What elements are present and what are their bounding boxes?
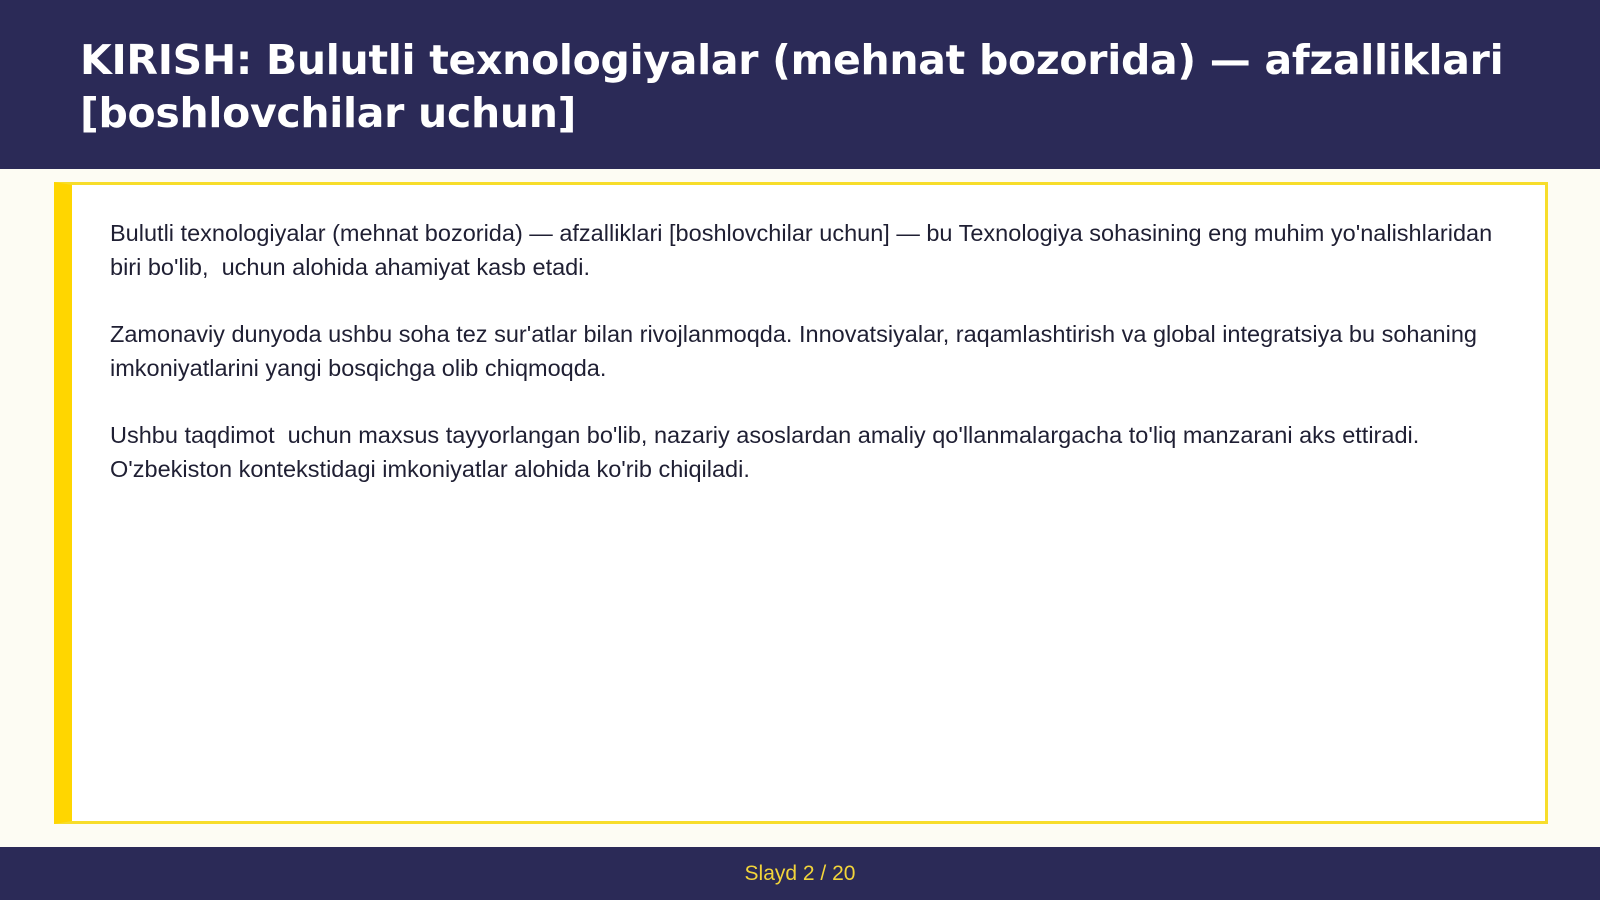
slide-counter: Slayd 2 / 20 xyxy=(744,861,856,885)
paragraph-modern-world: Zamonaviy dunyoda ushbu soha tez sur'atlar bilan rivojlanmoqda. Innovatsiyalar, raqamlashtirish va global integratsiya bu sohaning imkoniyatlarini yangi bosqichga olib chiqmoqda. xyxy=(110,321,1484,381)
slide-header xyxy=(0,0,1600,169)
slide-title: KIRISH: Bulutli texnologiyalar (mehnat bozorida) — afzalliklari [boshlovchilar uchun] xyxy=(80,36,1504,137)
paragraph-intro: Bulutli texnologiyalar (mehnat bozorida) — afzalliklari [boshlovchilar uchun] — bu Texnologiya sohasining eng muhim yo'nalishlaridan biri bo'lib, uchun alohida ahamiyat kasb etadi. xyxy=(110,220,1499,280)
slide-footer xyxy=(0,847,1600,900)
paragraph-presentation-scope: Ushbu taqdimot uchun maxsus tayyorlangan bo'lib, nazariy asoslardan amaliy qo'llanmalargacha to'liq manzarani aks ettiradi. O'zbekiston kontekstidagi imkoniyatlar alohida ko'rib chiqiladi. xyxy=(110,422,1426,482)
content-card xyxy=(54,182,1548,824)
